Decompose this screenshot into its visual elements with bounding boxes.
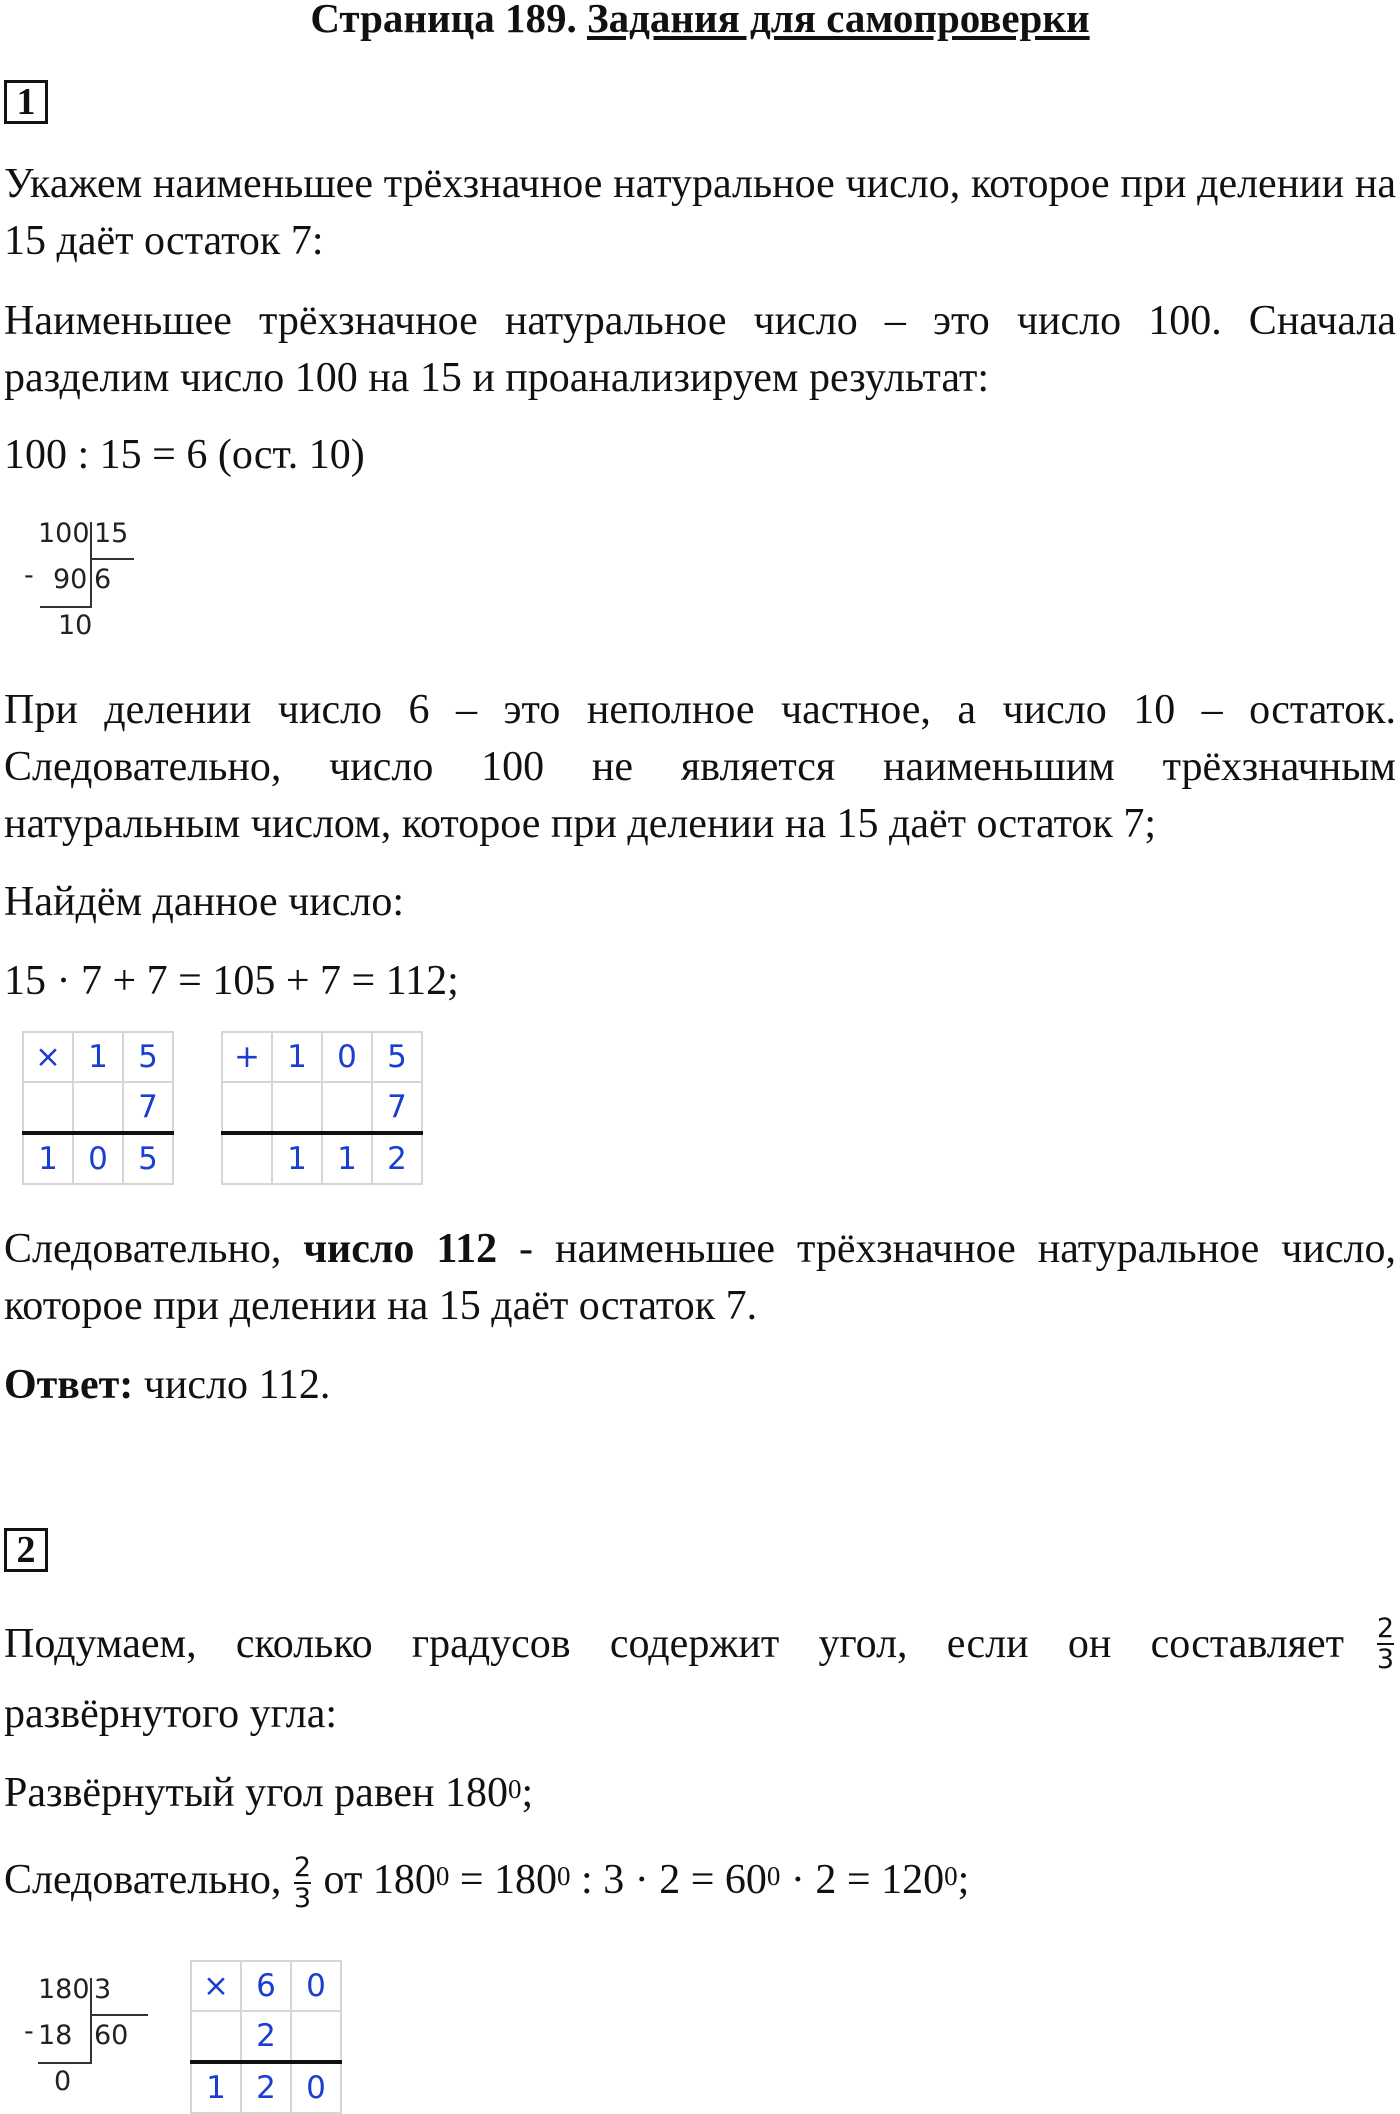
degree-mark: 0 — [435, 1861, 450, 1891]
grid-cell: 7 — [123, 1082, 173, 1133]
task2-statement-line2: развёрнутого угла: — [4, 1691, 338, 1737]
fraction-numerator: 2 — [293, 1852, 312, 1884]
task2-statement: Подумаем, сколько градусов содержит угол, если он составляет — [4, 1620, 1344, 1667]
grid-cell: × — [23, 1032, 73, 1082]
divisor: 3 — [94, 1974, 112, 2005]
straight-angle-text: Развёрнутый угол равен 180 — [4, 1770, 509, 1816]
answer-text: число 112. — [143, 1362, 331, 1408]
degree-mark: 0 — [508, 1774, 522, 1804]
grid-cell: 1 — [73, 1032, 123, 1082]
divisor-underline — [92, 558, 134, 560]
calc-prefix: Следовательно, — [4, 1857, 282, 1903]
addition-table — [221, 1031, 423, 1185]
grid-cell — [191, 2011, 241, 2062]
grid-cell: 0 — [291, 1961, 341, 2011]
quotient: 60 — [94, 2020, 129, 2051]
remainder: 0 — [54, 2066, 72, 2097]
task1-find-number: Найдём данное число: — [4, 879, 405, 925]
grid-cell — [222, 1133, 272, 1184]
conclusion-bold: число 112 — [303, 1226, 498, 1272]
multiplication-table-1 — [22, 1031, 174, 1185]
task1-answer — [4, 1357, 1396, 1414]
grid-cell — [23, 1082, 73, 1133]
divisor-underline — [92, 2014, 148, 2016]
grid-cell: 0 — [73, 1133, 123, 1184]
grid-cell: 0 — [322, 1032, 372, 1082]
conclusion-prefix: Следовательно, — [4, 1226, 282, 1272]
long-division-2 — [24, 1974, 144, 2104]
grid-cell: 0 — [291, 2062, 341, 2113]
calc-part-b: = 180 — [449, 1857, 558, 1903]
grid-cell: 1 — [272, 1032, 322, 1082]
grid-cell: 5 — [123, 1133, 173, 1184]
subtraction-line — [38, 2062, 92, 2064]
page-title — [0, 0, 1400, 42]
dividend: 180 — [38, 1974, 90, 2005]
grid-cell — [322, 1082, 372, 1133]
subtrahend: 18 — [38, 2020, 73, 2051]
multiplication-table-2 — [190, 1960, 342, 2114]
fraction — [293, 1852, 312, 1915]
grid-cell — [291, 2011, 341, 2062]
fraction — [1377, 1615, 1394, 1673]
minus-sign: - — [24, 2016, 34, 2047]
calc-part-a: от 180 — [323, 1857, 436, 1903]
conclusion-rest: - наименьшее трёхзначное натуральное число, которое при делении на 15 даёт остаток 7. — [4, 1226, 1396, 1329]
calc-part-c: : 3 · 2 = 60 — [570, 1857, 767, 1903]
grid-cell — [73, 1082, 123, 1133]
grid-cell: 1 — [23, 1133, 73, 1184]
fraction-denominator: 3 — [1376, 1644, 1394, 1675]
fraction-numerator: 2 — [1376, 1613, 1394, 1644]
task1-paragraph-4: При делении число 6 – это неполное частное, а число 10 – остаток. Следовательно, число 100 не является наименьшим трёхзначным натуральным числом, которое при делении на 15 даёт остаток 7; — [4, 687, 1396, 847]
punctuation: ; — [521, 1770, 534, 1816]
degree-mark: 0 — [557, 1861, 571, 1891]
long-division-1 — [24, 518, 144, 648]
calc-part-d: · 2 = 120 — [780, 1857, 945, 1903]
degree-mark: 0 — [766, 1861, 781, 1891]
division-bar — [90, 1978, 92, 2062]
task2-statement-line1 — [4, 1615, 1396, 1673]
grid-cell: 2 — [372, 1133, 422, 1184]
grid-cell: 5 — [372, 1032, 422, 1082]
grid-cell: + — [222, 1032, 272, 1082]
division-bar — [90, 522, 92, 606]
grid-cell: 2 — [241, 2011, 291, 2062]
grid-cell — [272, 1082, 322, 1133]
subtraction-line — [40, 606, 92, 608]
dividend: 100 — [38, 518, 90, 549]
degree-mark: 0 — [944, 1861, 958, 1891]
grid-cell: 1 — [272, 1133, 322, 1184]
remainder: 10 — [58, 610, 93, 641]
grid-cell: 7 — [372, 1082, 422, 1133]
grid-cell — [222, 1082, 272, 1133]
grid-cell: 2 — [241, 2062, 291, 2113]
punctuation: ; — [957, 1857, 970, 1903]
task1-conclusion — [4, 1221, 1396, 1335]
grid-cell: 1 — [322, 1133, 372, 1184]
answer-label: Ответ: — [4, 1362, 134, 1408]
grid-cell: 1 — [191, 2062, 241, 2113]
divisor: 15 — [94, 518, 129, 549]
grid-cell: 6 — [241, 1961, 291, 2011]
page-label: Страница 189. — [310, 0, 577, 41]
grid-cell: × — [191, 1961, 241, 2011]
minus-sign: - — [24, 560, 34, 591]
quotient: 6 — [94, 564, 112, 595]
task2-calculation — [4, 1852, 1396, 1915]
section-title: Задания для самопроверки — [587, 0, 1090, 41]
grid-cell: 5 — [123, 1032, 173, 1082]
task2-straight-angle — [4, 1765, 1396, 1822]
task1-paragraph-2: Наименьшее трёхзначное натуральное число – это число 100. Сначала разделим число 100 на 15 и проанализируем результат: — [4, 298, 1396, 401]
subtrahend: 90 — [53, 564, 88, 595]
task1-calculation: 15 · 7 + 7 = 105 + 7 = 112; — [4, 958, 459, 1004]
fraction-denominator: 3 — [293, 1883, 312, 1915]
task1-division-expression: 100 : 15 = 6 (ост. 10) — [4, 432, 365, 478]
task-number-1: 1 — [4, 80, 48, 124]
task-number-2: 2 — [4, 1528, 48, 1572]
task1-statement: Укажем наименьшее трёхзначное натуральное число, которое при делении на 15 даёт остаток 7: — [4, 161, 1396, 264]
